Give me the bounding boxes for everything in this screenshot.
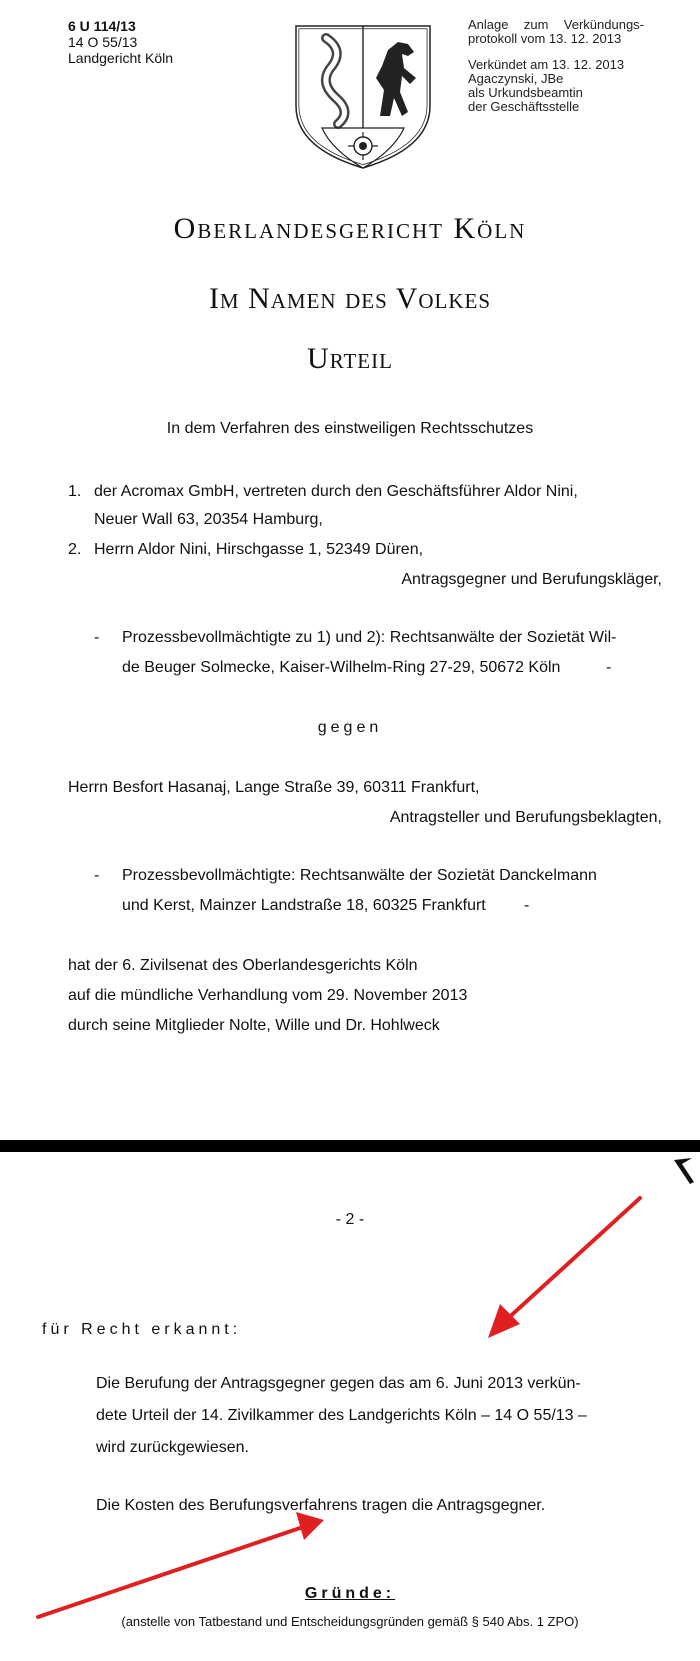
costs-ruling: Die Kosten des Berufungsverfahrens tragen die Antragsgegner. (96, 1497, 546, 1514)
senate-line-3: durch seine Mitglieder Nolte, Wille und Dr. Hohlweck (68, 1017, 440, 1034)
counsel-2-line-1: Prozessbevollmächtigte: Rechtsanwälte der Sozietät Danckelmann (122, 867, 597, 884)
ruling-line-2: dete Urteil der 14. Zivilkammer des Landgerichts Köln – 14 O 55/13 – (96, 1407, 587, 1424)
reasons-heading: Gründe: (304, 1585, 396, 1602)
clerk-role: als Urkundsbeamtin (468, 85, 583, 100)
party-1-number: 1. (68, 483, 82, 500)
counsel-1-line-2: de Beuger Solmecke, Kaiser-Wilhelm-Ring 27-29, 50672 Köln (122, 659, 561, 676)
case-number: 6 U 114/13 (68, 18, 136, 34)
page-number: - 2 - (335, 1211, 365, 1228)
ruling-line-3: wird zurückgewiesen. (96, 1439, 249, 1456)
counsel-2-end-dash: - (524, 897, 530, 914)
counsel-1-line-1: Prozessbevollmächtigte zu 1) und 2): Rechtsanwälte der Sozietät Wil- (122, 629, 617, 646)
counsel-1-dash: - (94, 629, 100, 646)
annex-line-2: protokoll vom 13. 12. 2013 (468, 31, 622, 46)
party-1-line-2: Neuer Wall 63, 20354 Hamburg, (94, 511, 323, 528)
ruling-line-1: Die Berufung der Antragsgegner gegen das am 6. Juni 2013 verkün- (96, 1375, 581, 1392)
party-2-line-1: Herrn Aldor Nini, Hirschgasse 1, 52349 Düren, (94, 541, 424, 558)
senate-line-2: auf die mündliche Verhandlung vom 29. November 2013 (68, 987, 468, 1004)
court-title: Oberlandesgericht Köln (173, 212, 527, 245)
arrow-lower-icon (38, 1512, 324, 1617)
judgment-heading: für Recht erkannt: (42, 1321, 242, 1338)
senate-line-1: hat der 6. Zivilsenat des Oberlandesgerichts Köln (68, 957, 418, 974)
party-2-number: 2. (68, 541, 82, 558)
lower-case-number: 14 O 55/13 (68, 34, 138, 50)
procedure-intro: In dem Verfahren des einstweiligen Rechtsschutzes (166, 420, 534, 437)
opponent-line: Herrn Besfort Hasanaj, Lange Straße 39, 60311 Frankfurt, (68, 779, 480, 796)
lower-court: Landgericht Köln (68, 50, 174, 66)
party-1-line-1: der Acromax GmbH, vertreten durch den Geschäftsführer Aldor Nini, (94, 483, 578, 500)
in-the-name-of-the-people: Im Namen des Volkes (208, 282, 492, 315)
reasons-note: (anstelle von Tatbestand und Entscheidungsgründen gemäß § 540 Abs. 1 ZPO) (121, 1614, 579, 1629)
annex-line-1: Anlage zum Verkündungs- (468, 17, 644, 32)
party-role-respondent: Antragsteller und Berufungsbeklagten, (389, 809, 662, 826)
verdict-title: Urteil (307, 342, 393, 375)
arrow-upper-icon (488, 1198, 640, 1338)
counsel-1-end-dash: - (606, 659, 612, 676)
announced-date: Verkündet am 13. 12. 2013 (468, 57, 625, 72)
party-role-appellants: Antragsgegner und Berufungskläger, (401, 571, 662, 588)
versus-label: gegen (317, 719, 383, 736)
counsel-2-line-2: und Kerst, Mainzer Landstraße 18, 60325 Frankfurt (122, 897, 486, 914)
clerk-name: Agaczynski, JBe (468, 71, 564, 86)
counsel-2-dash: - (94, 867, 100, 884)
clerk-office: der Geschäftsstelle (468, 99, 580, 114)
